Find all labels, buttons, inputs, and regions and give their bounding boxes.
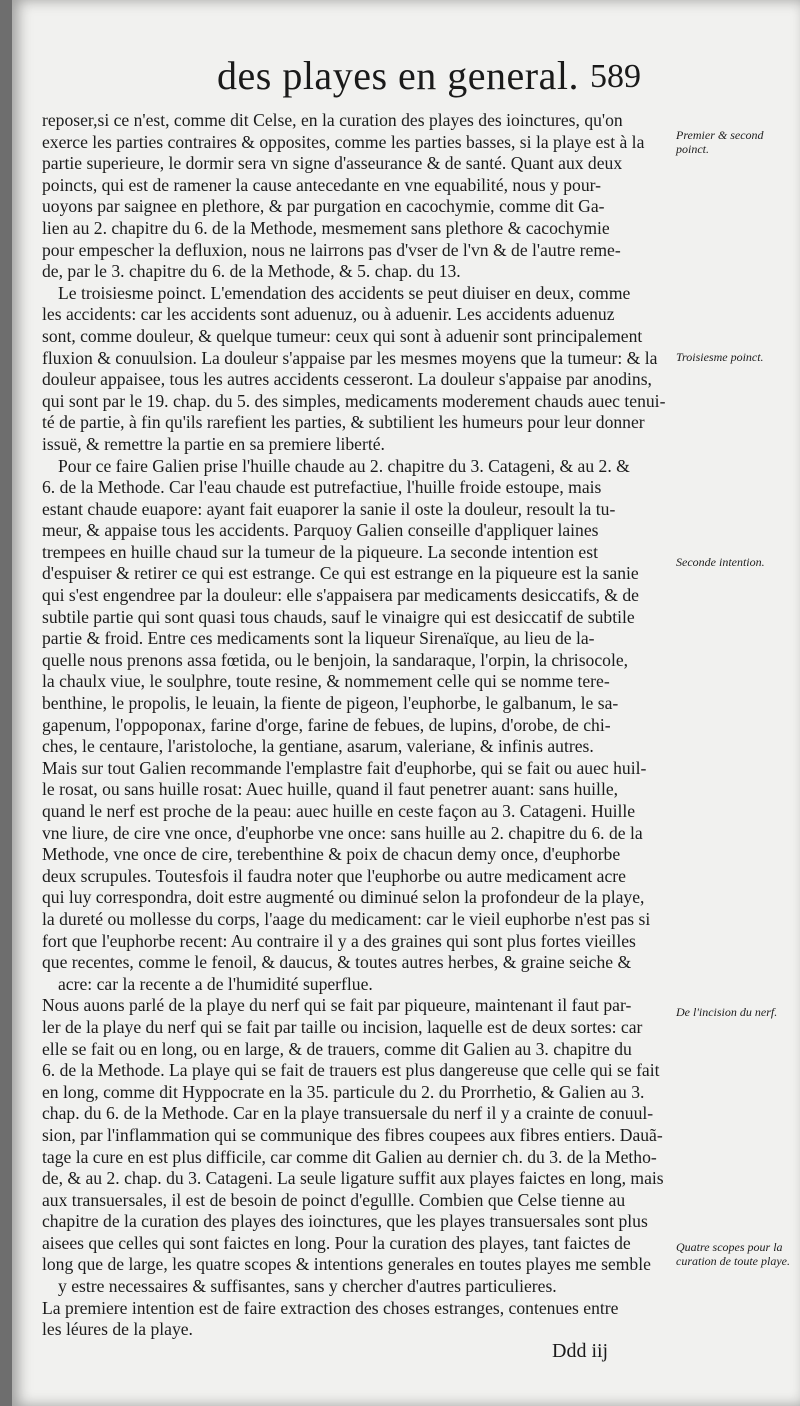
text-line: la dureté ou mollesse du corps, l'aage du medicament: car le vieil euphorbe n'est pas si: [42, 908, 651, 929]
running-title: des playes en general.: [217, 53, 579, 98]
body-text: [42, 110, 670, 1341]
text-line: qui s'est engendree par la douleur: elle s'appaisera par medicaments desiccatifs, & de: [42, 585, 639, 606]
text-line: gapenum, l'oppoponax, farine d'orge, farine de febues, de lupins, d'orobe, de chi-: [42, 714, 611, 735]
text-line: que recentes, comme le fenoil, & daucus, & toutes autres herbes, & graine seiche &: [42, 952, 632, 973]
text-line: qui luy correspondra, doit estre augmenté ou diminué selon la profondeur de la playe,: [42, 887, 645, 908]
text-line: long que de large, les quatre scopes & intentions generales en toutes playes me semble: [42, 1254, 651, 1275]
text-line: en long, comme dit Hyppocrate en la 35. particule du 2. du Prorrhetio, & Galien au 3.: [42, 1081, 645, 1102]
text-line: meur, & appaise tous les accidents. Parquoy Galien conseille d'appliquer laines: [42, 520, 599, 541]
text-line: acre: car la recente a de l'humidité superflue.: [58, 973, 373, 994]
text-line: de, & au 2. chap. du 3. Catageni. La seule ligature suffit aux playes faictes en long, mais: [42, 1168, 664, 1189]
text-line: trempees en huille chaud sur la tumeur de la piqueure. La seconde intention est: [42, 541, 598, 562]
text-line: exerce les parties contraires & opposites, comme les parties basses, si la playe est à la: [42, 131, 645, 152]
text-line: té de partie, à fin qu'ils rarefient les parties, & subtilient les humeurs pour leur donner: [42, 412, 645, 433]
text-line: le rosat, ou sans huille rosat: Auec huille, quand il faut penetrer auant: sans huille,: [42, 779, 619, 800]
text-line: benthine, le propolis, le leuain, la fiente de pigeon, l'euphorbe, le galbanum, le sa-: [42, 693, 619, 714]
margin-note-premier-second-poinct: Premier & second poinct.: [676, 128, 764, 156]
text-line: pour empescher la defluxion, nous ne lairrons pas d'vser de l'vn & de l'autre reme-: [42, 239, 621, 260]
margin-note-incision-nerf: De l'incision du nerf.: [676, 1005, 778, 1019]
text-line: la chaulx viue, le soulphre, toute resine, & nommement celle qui se nomme tere-: [42, 671, 610, 692]
book-page: [12, 0, 800, 1406]
text-line: issuë, & remettre la partie en sa premiere liberté.: [42, 433, 385, 454]
text-line: sion, par l'inflammation qui se communique des fibres coupees aux fibres entiers. Dauã-: [42, 1124, 663, 1145]
text-line: sont, comme douleur, & quelque tumeur: ceux qui sont à aduenir sont principalement: [42, 325, 643, 346]
text-line: fort que l'euphorbe recent: Au contraire il y a des graines qui sont plus fortes vieilles: [42, 930, 636, 951]
signature-mark: Ddd iij: [552, 1340, 609, 1362]
text-line: 6. de la Methode. La playe qui se fait de trauers est plus dangereuse que celle qui se fait: [42, 1060, 660, 1081]
text-line: estant chaude euapore: ayant fait euaporer la sanie il oste la douleur, resoult la tu-: [42, 498, 616, 519]
margin-note-troisiesme-poinct: Troisiesme poinct.: [676, 350, 764, 364]
text-line: subtile partie qui sont quasi tous chauds, sauf le vinaigre qui est desiccatif de subtile: [42, 606, 635, 627]
text-line: quelle nous prenons assa fœtida, ou le benjoin, la sandaraque, l'orpin, la chrisocole,: [42, 649, 629, 670]
text-line: vne liure, de cire vne once, d'euphorbe vne once: sans huille au 2. chapitre du 6. de la: [42, 822, 643, 843]
margin-note-quatre-scopes: Quatre scopes pour la curation de toute playe.: [676, 1240, 790, 1268]
text-line: aisees que celles qui sont faictes en long. Pour la curation des playes, tant faictes de: [42, 1232, 631, 1253]
text-line: Pour ce faire Galien prise l'huille chaude au 2. chapitre du 3. Catageni, & au 2. &: [58, 455, 630, 476]
margin-note-seconde-intention: Seconde intention.: [676, 555, 765, 569]
text-line: les léures de la playe.: [42, 1319, 193, 1340]
text-line: chap. du 6. de la Methode. Car en la playe transuersale du nerf il y a crainte de conuul-: [42, 1103, 654, 1124]
page-number: 589: [590, 58, 641, 95]
text-line: poincts, qui est de ramener la cause antecedante en vne equabilité, nous y pour-: [42, 174, 602, 195]
text-line: fluxion & conuulsion. La douleur s'appaise par les mesmes moyens que la tumeur: & la: [42, 347, 658, 368]
page-header: [12, 52, 800, 102]
text-line: ches, le centaure, l'aristoloche, la gentiane, asarum, valeriane, & infinis autres.: [42, 736, 594, 757]
text-line: de, par le 3. chapitre du 6. de la Methode, & 5. chap. du 13.: [42, 261, 461, 282]
text-line: Le troisiesme poinct. L'emendation des accidents se peut diuiser en deux, comme: [58, 282, 631, 303]
text-line: ler de la playe du nerf qui se fait par taille ou incision, laquelle est de deux sortes: car: [42, 1016, 643, 1037]
text-line: partie & froid. Entre ces medicaments sont la liqueur Sirenaïque, au lieu de la-: [42, 628, 595, 649]
text-line: reposer,si ce n'est, comme dit Celse, en la curation des playes des ioinctures, qu'on: [42, 110, 623, 130]
text-line: chapitre de la curation des playes des ioinctures, que les playes transuersales sont plus: [42, 1211, 648, 1232]
text-line: d'espuiser & retirer ce qui est estrange. Ce qui est estrange en la piqueure est la sanie: [42, 563, 639, 584]
text-line: Methode, vne once de cire, terebenthine & poix de chacun demy once, d'euphorbe: [42, 844, 621, 865]
text-line: aux transuersales, il est de besoin de poinct d'egullle. Combien que Celse tienne au: [42, 1189, 626, 1210]
text-line: La premiere intention est de faire extraction des choses estranges, contenues entre: [42, 1297, 619, 1318]
text-line: Mais sur tout Galien recommande l'emplastre fait d'euphorbe, qui se fait ou auec huil-: [42, 757, 647, 778]
text-line: les accidents: car les accidents sont aduenuz, ou à aduenir. Les accidents aduenuz: [42, 304, 615, 325]
text-line: 6. de la Methode. Car l'eau chaude est putrefactiue, l'huille froide estoupe, mais: [42, 477, 602, 498]
text-line: elle se fait ou en long, ou en large, & de trauers, comme dit Galien au 3. chapitre du: [42, 1038, 632, 1059]
text-line: qui sont par le 19. chap. du 5. des simples, medicaments moderement chauds auec tenui-: [42, 390, 666, 411]
text-line: deux scrupules. Toutesfois il faudra noter que l'euphorbe ou autre medicament acre: [42, 865, 626, 886]
text-line: Nous auons parlé de la playe du nerf qui se fait par piqueure, maintenant il faut par-: [42, 995, 632, 1016]
text-line: lien au 2. chapitre du 6. de la Methode, mesmement sans plethore & cacochymie: [42, 217, 610, 238]
text-line: tage la cure en est plus difficile, car comme dit Galien au dernier ch. du 3. de la Metho-: [42, 1146, 657, 1167]
text-line: quand le nerf est proche de la peau: auec huille en ceste façon au 3. Catageni. Huille: [42, 801, 636, 821]
text-line: uoyons par saignee en plethore, & par purgation en cacochymie, comme dit Ga-: [42, 196, 605, 217]
text-line: y estre necessaires & suffisantes, sans y chercher d'autres particulieres.: [58, 1276, 557, 1297]
text-line: partie superieure, le dormir sera vn signe d'asseurance & de santé. Quant aux deux: [42, 153, 623, 174]
text-line: douleur appaisee, tous les autres accidents cesseront. La douleur s'appaise par anodins,: [42, 369, 652, 390]
